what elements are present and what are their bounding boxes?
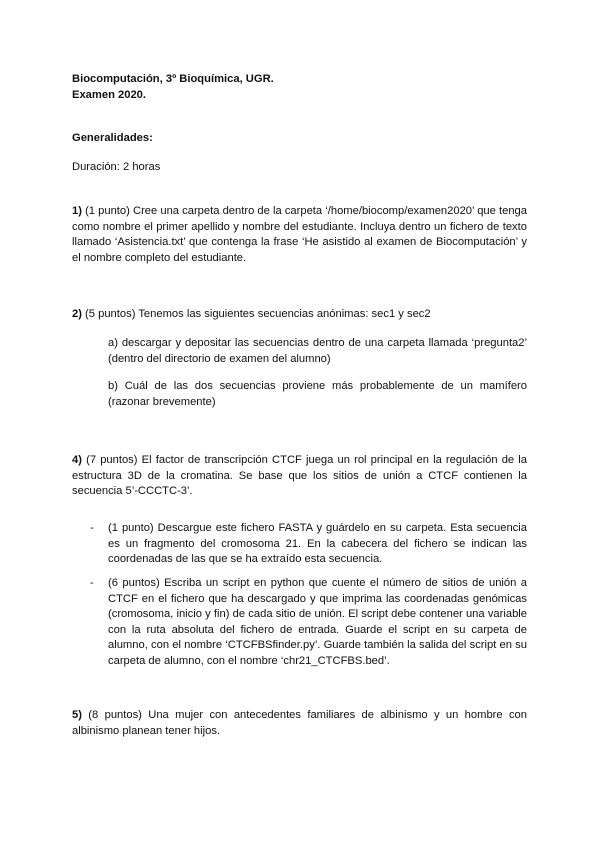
question-4: [72, 453, 527, 500]
question-1-text: (1 punto) Cree una carpeta dentro de la carpeta ‘/home/biocomp/examen2020’ que tenga como nombre el primer apellido y nombre del estudiante. Incluya dentro un fichero de texto llamado ‘Asistencia.txt’ que contenga la frase ‘He asistido al examen de Biocomputación’ y el nombre completo del estudiante.: [72, 205, 527, 264]
question-1-number: 1): [72, 205, 82, 217]
question-1: [72, 204, 527, 266]
question-4-text: (7 puntos) El factor de transcripción CTCF juega un rol principal en la regulación de la estructura 3D de la cromatina. Se base que los sitios de unión a CTCF contienen la secuencia 5’-CCCTC-3’.: [72, 454, 527, 497]
question-5-number: 5): [72, 709, 82, 721]
duration-text: Duración: 2 horas: [72, 161, 161, 173]
question-5: [72, 708, 527, 739]
header-line-2: Examen 2020.: [72, 89, 147, 101]
question-2-number: 2): [72, 308, 82, 320]
question-4-number: 4): [72, 454, 82, 466]
question-4-item-2: (6 puntos) Escriba un script en python que cuente el número de sitios de unión a CTCF en el fichero que ha descargado y que imprima las coordenadas genómicas (cromosoma, inicio y fin) de cada sitio de unión. El script debe contener una variable con la ruta absoluta del fichero de entrada. Guarde el script en su carpeta de alumno, con el nombre ‘CTCFBSfinder.py’. Guarde también la salida del script en su carpeta de alumno, con el nombre ‘chr21_CTCFBS.bed’.: [108, 577, 527, 667]
section-title-generalidades: Generalidades:: [72, 132, 153, 144]
header-line-1: Biocomputación, 3º Bioquímica, UGR.: [72, 73, 274, 85]
question-5-text: (8 puntos) Una mujer con antecedentes familiares de albinismo y un hombre con albinismo planean tener hijos.: [72, 709, 527, 737]
bullet-dash-1: -: [90, 522, 94, 534]
question-2-text: (5 puntos) Tenemos las siguientes secuencias anónimas: sec1 y sec2: [81, 308, 431, 320]
bullet-dash-2: -: [90, 577, 94, 589]
question-2: [72, 307, 527, 323]
question-2-part-a: a) descargar y depositar las secuencias dentro de una carpeta llamada ‘pregunta2’ (dentro del directorio de examen del alumno): [108, 337, 527, 365]
question-4-item-1: (1 punto) Descargue este fichero FASTA y guárdelo en su carpeta. Esta secuencia es un fragmento del cromosoma 21. En la cabecera del fichero se indican las coordenadas de las que se ha extraído esta secuencia.: [108, 522, 527, 565]
question-2-part-b: b) Cuál de las dos secuencias proviene más probablemente de un mamífero (razonar brevemente): [108, 380, 527, 408]
